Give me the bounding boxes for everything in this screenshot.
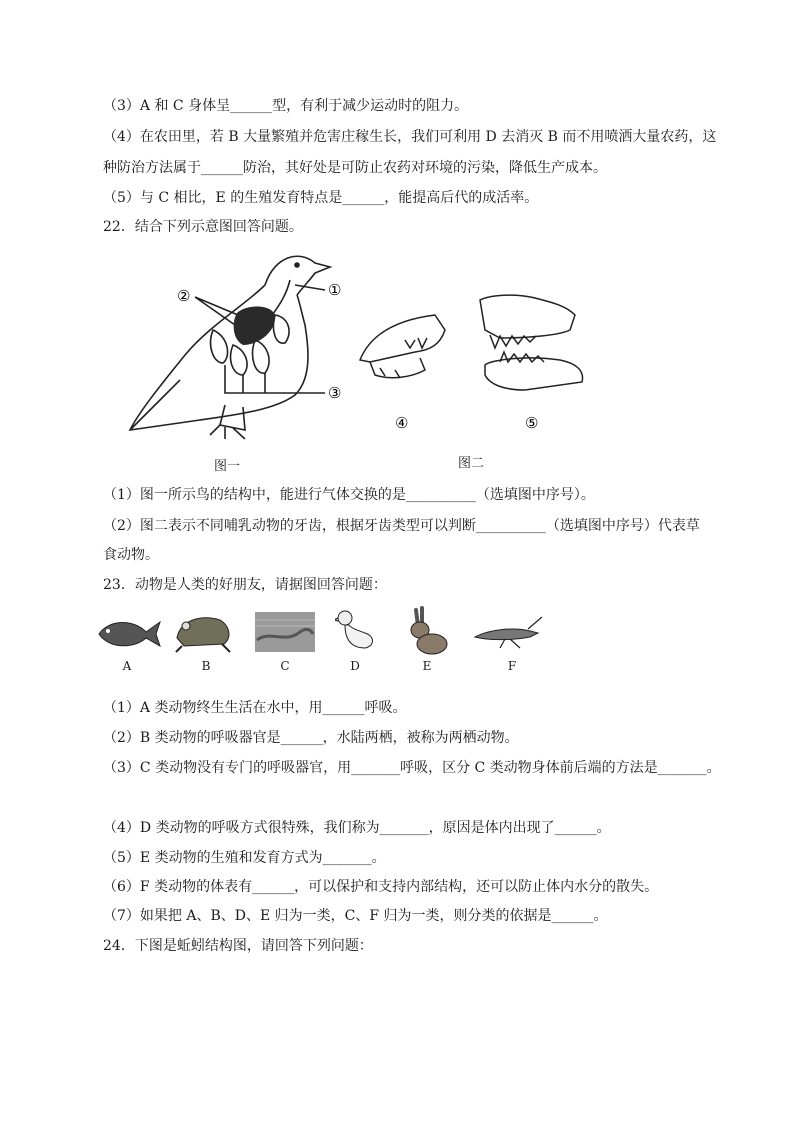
q23-sub-7: （7）如果把 A、B、D、E 归为一类，C、F 归为一类，则分类的依据是______。	[103, 908, 608, 924]
fig1-caption: 图一	[214, 459, 241, 474]
q22-title: 22．结合下列示意图回答问题。	[103, 219, 303, 235]
bird-diagram	[125, 245, 355, 445]
frog-image	[172, 608, 234, 654]
fig2-caption: 图二	[458, 456, 485, 471]
marker-5: ⑤	[525, 414, 539, 432]
rabbit-image	[402, 606, 450, 656]
q21-line-4b: 种防治方法属于______防治，其好处是可防止农药对环境的污染，降低生产成本。	[103, 160, 607, 176]
animal-label-e: E	[422, 659, 432, 673]
q23-title: 23．动物是人类的好朋友，请据图回答问题：	[103, 577, 387, 593]
animal-label-c: C	[280, 659, 290, 673]
fish-image	[94, 614, 164, 654]
q23-sub-1: （1）A 类动物终生生活在水中，用______呼吸。	[103, 700, 407, 716]
q23-sub-4: （4）D 类动物的呼吸方式很特殊，我们称为_______，原因是体内出现了______。	[103, 820, 611, 836]
grasshopper-image	[470, 615, 550, 650]
q21-line-3: （3）A 和 C 身体呈______型，有利于减少运动时的阻力。	[103, 98, 469, 114]
animal-label-b: B	[201, 659, 211, 673]
q23-sub-6: （6）F 类动物的体表有______，可以保护和支持内部结构，还可以防止体内水分的散失。	[103, 879, 659, 895]
teeth-diagram	[350, 290, 600, 440]
q22-sub-2a: （2）图二表示不同哺乳动物的牙齿，根据牙齿类型可以判断__________（选填图中序号）代表草	[103, 518, 700, 534]
duck-image	[335, 608, 377, 656]
animal-label-a: A	[122, 659, 132, 673]
q22-sub-1: （1）图一所示鸟的结构中，能进行气体交换的是__________（选填图中序号）。	[103, 487, 595, 503]
q24-title: 24．下图是蚯蚓结构图，请回答下列问题：	[103, 938, 373, 954]
animal-label-d: D	[350, 659, 360, 673]
q23-sub-2: （2）B 类动物的呼吸器官是______，水陆两栖，被称为两栖动物。	[103, 730, 519, 746]
marker-3: ③	[328, 384, 342, 402]
q23-sub-5: （5）E 类动物的生殖和发育方式为_______。	[103, 850, 386, 866]
earthworm-image	[255, 612, 315, 652]
marker-2: ②	[177, 287, 191, 305]
marker-1: ①	[328, 281, 342, 299]
q22-sub-2b: 食动物。	[103, 547, 159, 563]
q21-line-4a: （4）在农田里，若 B 大量繁殖并危害庄稼生长，我们可利用 D 去消灭 B 而不用喷洒大量农药，这	[103, 129, 717, 145]
animal-label-f: F	[507, 659, 517, 673]
marker-4: ④	[395, 414, 409, 432]
q21-line-5: （5）与 C 相比，E 的生殖发育特点是______，能提高后代的成活率。	[103, 190, 539, 206]
q23-sub-3: （3）C 类动物没有专门的呼吸器官，用_______呼吸，区分 C 类动物身体前后端的方法是_______。	[103, 760, 721, 776]
